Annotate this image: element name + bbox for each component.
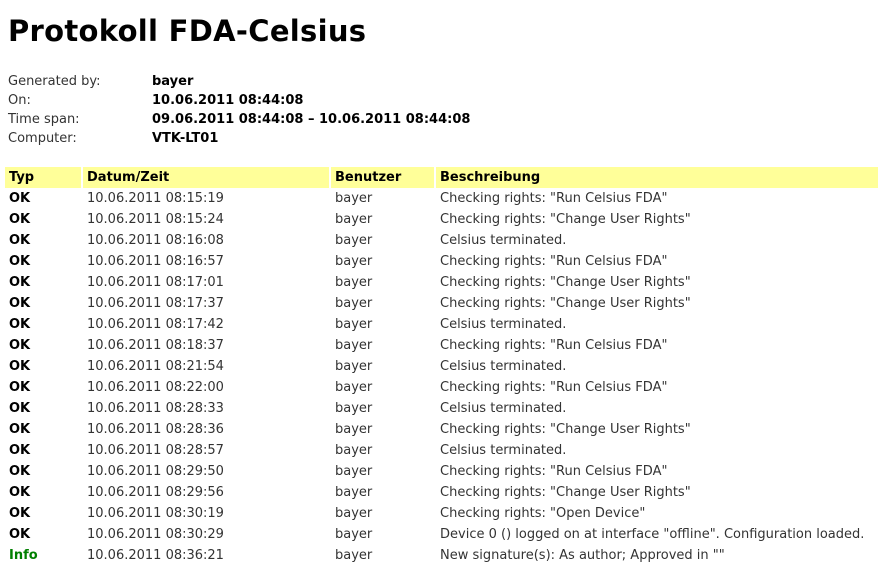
log-type-cell: OK — [9, 380, 31, 396]
log-description-cell: Celsius terminated. — [440, 317, 567, 333]
log-user-cell: bayer — [335, 359, 373, 375]
report-meta — [8, 72, 881, 148]
log-user-cell: bayer — [335, 275, 373, 291]
table-row — [5, 440, 878, 461]
log-datetime-cell: 10.06.2011 08:16:08 — [87, 233, 224, 249]
log-datetime-cell: 10.06.2011 08:30:19 — [87, 506, 224, 522]
log-datetime-cell: 10.06.2011 08:22:00 — [87, 380, 224, 396]
log-type-cell: OK — [9, 317, 31, 333]
meta-value: VTK-LT01 — [152, 131, 219, 147]
log-description-cell: New signature(s): As author; Approved in "" — [440, 548, 725, 564]
log-datetime-cell: 10.06.2011 08:17:42 — [87, 317, 224, 333]
table-row — [5, 293, 878, 314]
log-datetime-cell: 10.06.2011 08:28:36 — [87, 422, 224, 438]
table-row — [5, 482, 878, 503]
log-datetime-cell: 10.06.2011 08:17:37 — [87, 296, 224, 312]
log-datetime-cell: 10.06.2011 08:36:21 — [87, 548, 224, 564]
meta-value: 10.06.2011 08:44:08 — [152, 93, 304, 109]
meta-label: Computer: — [8, 131, 77, 147]
log-type-cell: OK — [9, 422, 31, 438]
table-row — [5, 377, 878, 398]
table-row — [5, 314, 878, 335]
log-datetime-cell: 10.06.2011 08:29:50 — [87, 464, 224, 480]
log-user-cell: bayer — [335, 506, 373, 522]
log-user-cell: bayer — [335, 254, 373, 270]
log-user-cell: bayer — [335, 443, 373, 459]
log-user-cell: bayer — [335, 464, 373, 480]
log-type-cell: OK — [9, 506, 31, 522]
log-description-cell: Checking rights: "Run Celsius FDA" — [440, 191, 668, 207]
log-description-cell: Checking rights: "Run Celsius FDA" — [440, 338, 668, 354]
log-datetime-cell: 10.06.2011 08:21:54 — [87, 359, 224, 375]
log-datetime-cell: 10.06.2011 08:15:19 — [87, 191, 224, 207]
meta-row-on — [8, 91, 881, 110]
log-user-cell: bayer — [335, 548, 373, 564]
meta-row-computer — [8, 129, 881, 148]
meta-label: Generated by: — [8, 74, 101, 90]
log-description-cell: Checking rights: "Run Celsius FDA" — [440, 464, 668, 480]
meta-value: bayer — [152, 74, 194, 90]
log-description-cell: Checking rights: "Change User Rights" — [440, 275, 691, 291]
table-row — [5, 503, 878, 524]
table-row — [5, 545, 878, 566]
log-datetime-cell: 10.06.2011 08:30:29 — [87, 527, 224, 543]
log-type-cell: OK — [9, 338, 31, 354]
log-type-cell: OK — [9, 275, 31, 291]
table-row — [5, 461, 878, 482]
meta-row-generated-by — [8, 72, 881, 91]
log-description-cell: Checking rights: "Change User Rights" — [440, 485, 691, 501]
table-row — [5, 209, 878, 230]
header-row — [5, 167, 878, 188]
log-user-cell: bayer — [335, 191, 373, 207]
log-datetime-cell: 10.06.2011 08:16:57 — [87, 254, 224, 270]
log-user-cell: bayer — [335, 527, 373, 543]
column-header-typ: Typ — [5, 167, 81, 188]
log-user-cell: bayer — [335, 212, 373, 228]
log-datetime-cell: 10.06.2011 08:29:56 — [87, 485, 224, 501]
log-datetime-cell: 10.06.2011 08:28:33 — [87, 401, 224, 417]
log-type-cell: OK — [9, 191, 31, 207]
log-description-cell: Checking rights: "Change User Rights" — [440, 212, 691, 228]
table-row — [5, 230, 878, 251]
log-type-cell: OK — [9, 233, 31, 249]
log-user-cell: bayer — [335, 485, 373, 501]
column-header-datum-zeit: Datum/Zeit — [83, 167, 329, 188]
log-datetime-cell: 10.06.2011 08:15:24 — [87, 212, 224, 228]
log-table — [3, 167, 880, 566]
log-user-cell: bayer — [335, 401, 373, 417]
log-table-body — [5, 188, 878, 566]
log-user-cell: bayer — [335, 317, 373, 333]
log-description-cell: Checking rights: "Change User Rights" — [440, 422, 691, 438]
log-description-cell: Celsius terminated. — [440, 233, 567, 249]
log-table-header — [5, 167, 878, 188]
log-datetime-cell: 10.06.2011 08:28:57 — [87, 443, 224, 459]
table-row — [5, 188, 878, 209]
log-type-cell: OK — [9, 485, 31, 501]
log-description-cell: Checking rights: "Run Celsius FDA" — [440, 254, 668, 270]
log-type-cell: OK — [9, 296, 31, 312]
log-description-cell: Celsius terminated. — [440, 359, 567, 375]
log-user-cell: bayer — [335, 338, 373, 354]
log-description-cell: Celsius terminated. — [440, 443, 567, 459]
table-row — [5, 419, 878, 440]
log-type-cell: Info — [9, 548, 38, 564]
log-description-cell: Checking rights: "Run Celsius FDA" — [440, 380, 668, 396]
log-description-cell: Checking rights: "Open Device" — [440, 506, 646, 522]
table-row — [5, 524, 878, 545]
log-type-cell: OK — [9, 254, 31, 270]
table-row — [5, 272, 878, 293]
table-row — [5, 398, 878, 419]
log-type-cell: OK — [9, 527, 31, 543]
log-user-cell: bayer — [335, 233, 373, 249]
log-type-cell: OK — [9, 401, 31, 417]
log-description-cell: Device 0 () logged on at interface "offline". Configuration loaded. — [440, 527, 865, 543]
table-row — [5, 251, 878, 272]
meta-label: Time span: — [8, 112, 80, 128]
meta-row-time-span — [8, 110, 881, 129]
log-datetime-cell: 10.06.2011 08:18:37 — [87, 338, 224, 354]
table-row — [5, 356, 878, 377]
log-user-cell: bayer — [335, 380, 373, 396]
log-description-cell: Celsius terminated. — [440, 401, 567, 417]
log-type-cell: OK — [9, 443, 31, 459]
log-datetime-cell: 10.06.2011 08:17:01 — [87, 275, 224, 291]
log-description-cell: Checking rights: "Change User Rights" — [440, 296, 691, 312]
log-type-cell: OK — [9, 359, 31, 375]
column-header-benutzer: Benutzer — [331, 167, 434, 188]
meta-value: 09.06.2011 08:44:08 – 10.06.2011 08:44:08 — [152, 112, 471, 128]
log-user-cell: bayer — [335, 296, 373, 312]
log-type-cell: OK — [9, 464, 31, 480]
page-title: Protokoll FDA-Celsius — [8, 14, 367, 48]
column-header-beschreibung: Beschreibung — [436, 167, 878, 188]
meta-label: On: — [8, 93, 31, 109]
table-row — [5, 335, 878, 356]
log-type-cell: OK — [9, 212, 31, 228]
log-user-cell: bayer — [335, 422, 373, 438]
